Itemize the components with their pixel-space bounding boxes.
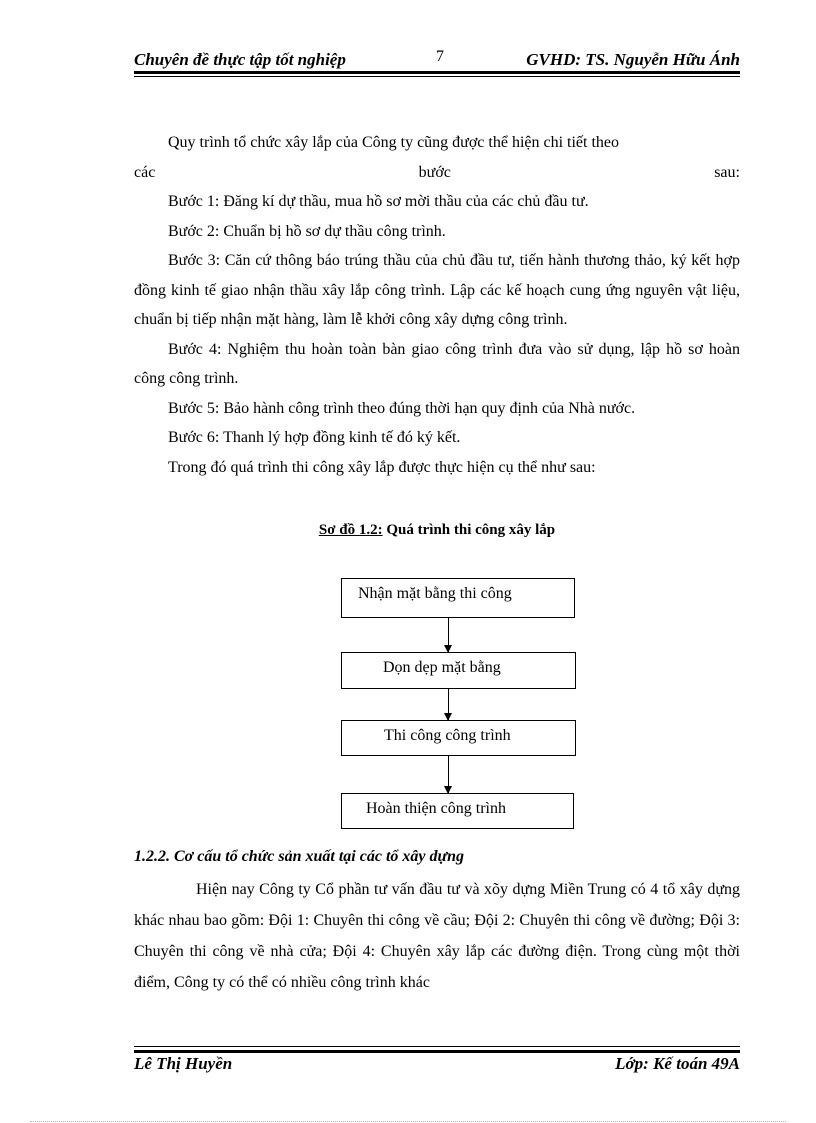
process-steps-text	[134, 128, 740, 482]
advisor-name: GVHD: TS. Nguyễn Hữu Ánh	[526, 50, 740, 69]
page-number: 7	[436, 48, 444, 65]
flow-arrow	[448, 756, 449, 793]
intro-paragraph-line2	[134, 158, 740, 188]
header-rule-thick	[134, 71, 740, 74]
flow-box-label: Thi công công trình	[384, 727, 511, 744]
flow-box-4	[341, 793, 574, 829]
intro-word: bước	[418, 163, 451, 181]
flow-box-3	[341, 720, 576, 756]
flow-box-label: Nhận mặt bằng thi công	[358, 585, 512, 602]
document-title: Chuyên đề thực tập tốt nghiệp	[134, 50, 346, 69]
author-name: Lê Thị Huyền	[134, 1054, 233, 1073]
diagram-title: Quá trình thi công xây lắp	[382, 522, 556, 538]
flow-box-1	[341, 578, 575, 618]
page-edge-dotted-line	[30, 1121, 786, 1122]
process-lead-in: Trong đó quá trình thi công xây lắp được thực hiện cụ thể như sau:	[168, 458, 596, 476]
intro-word: các	[134, 163, 156, 181]
section-paragraph: Hiện nay Công ty Cổ phần tư vấn đầu tư và xõy dựng Miền Trung có 4 tổ xây dựng khác nhau bao gồm: Đội 1: Chuyên thi công về cầu; Đội 2: Chuyên thi công về đường; Đội 3: Chuyên thi công về nhà cửa; Đội 4: Chuyên xây lắp các đường điện. Trong cùng một thời điểm, Công ty có thể có nhiều công trình khác	[134, 881, 740, 991]
step-3: Bước 3: Căn cứ thông báo trúng thầu của chủ đầu tư, tiến hành thương thảo, ký kết hợp đồng kinh tế giao nhận thầu xây lắp công trình. Lập các kế hoạch cung ứng nguyên vật liệu, chuẩn bị tiếp nhận mặt hàng, làm lễ khởi công xây dựng công trình.	[134, 252, 740, 328]
class-name: Lớp: Kế toán 49A	[615, 1054, 740, 1073]
footer-rule-thin	[134, 1046, 740, 1047]
diagram-caption	[134, 522, 740, 539]
intro-word: sau:	[714, 163, 740, 181]
header-rule-thin	[134, 76, 740, 77]
step-5: Bước 5: Bảo hành công trình theo đúng thời hạn quy định của Nhà nước.	[168, 399, 636, 417]
step-4: Bước 4: Nghiệm thu hoàn toàn bàn giao công trình đưa vào sử dụng, lập hồ sơ hoàn công công trình.	[134, 340, 740, 387]
section-heading: 1.2.2. Cơ cấu tổ chức sản xuất tại các tổ xây dựng	[134, 848, 464, 865]
step-6: Bước 6: Thanh lý hợp đồng kinh tế đó ký kết.	[168, 429, 461, 446]
step-1: Bước 1: Đăng kí dự thầu, mua hồ sơ mời thầu của các chủ đầu tư.	[168, 193, 589, 210]
flow-box-label: Hoàn thiện công trình	[366, 800, 506, 817]
flow-arrow	[448, 689, 449, 720]
flow-box-2	[341, 652, 576, 689]
flow-arrow	[448, 618, 449, 652]
footer-rule-thick	[134, 1050, 740, 1053]
flow-box-label: Dọn dẹp mặt bằng	[383, 659, 501, 676]
section-paragraph-block	[134, 874, 740, 998]
diagram-label: Sơ đồ 1.2:	[318, 522, 383, 538]
intro-paragraph-line1: Quy trình tổ chức xây lắp của Công ty cũng được thể hiện chi tiết theo	[168, 134, 620, 151]
step-2: Bước 2: Chuẩn bị hồ sơ dự thầu công trình.	[168, 222, 446, 240]
